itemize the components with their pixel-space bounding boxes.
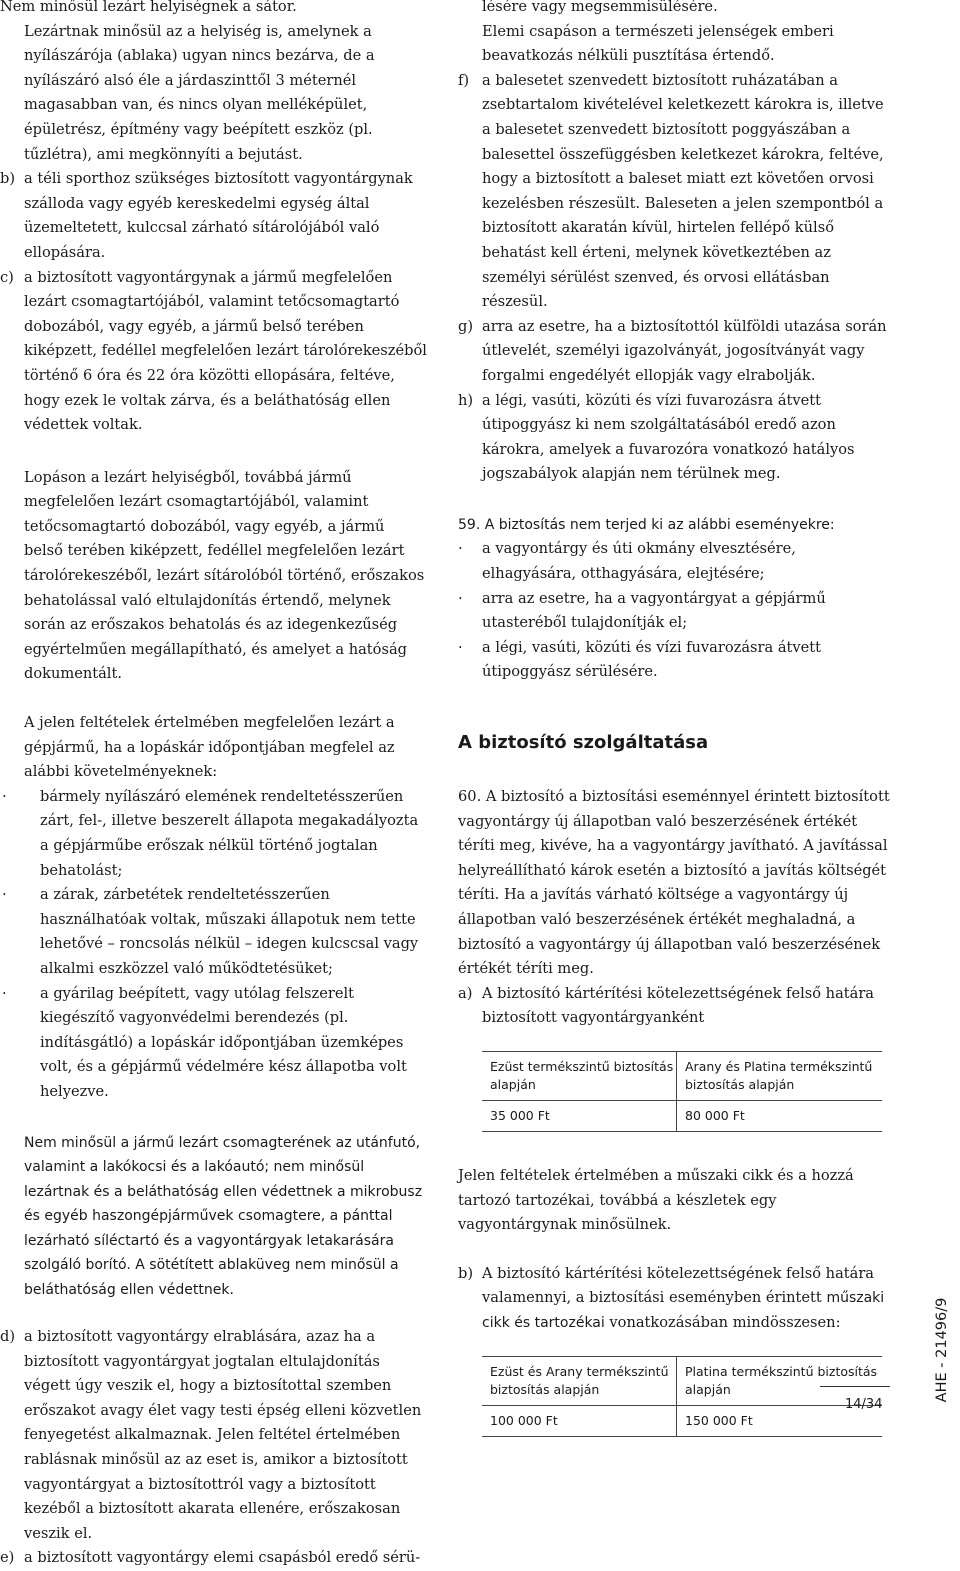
table-header-cell: Ezüst termékszintű biztosítás alapján	[482, 1051, 677, 1100]
list-text: a biztosított vagyontárgy elemi csapásból eredő sérü-	[24, 1549, 421, 1567]
paragraph: A jelen feltételek értelmében megfelelően lezárt a gépjármű, ha a lopáskár időpontjában megfelel az alábbi követelményeknek:	[24, 714, 395, 781]
list-text: a biztosított vagyontárgynak a jármű megfelelően lezárt csomagtartójából, valamint tetőcsomagtartó dobozából, vagy egyéb, a jármű belső terében kiképzett, fedéllel megfelelően lezárt tárolórekeszéből történő 6 óra és 22 óra közötti ellopására, feltéve, hogy ezek le voltak zárva, és a beláthatóság ellen védettek voltak.	[24, 268, 427, 434]
section-title: A biztosítás nem terjed ki az alábbi eseményekre:	[484, 516, 835, 533]
limit-table-2	[482, 1356, 882, 1437]
bullet-dot: ·	[2, 984, 7, 1002]
bullet-item	[458, 537, 890, 586]
paragraph: Jelen feltételek értelmében a műszaki cikk és a hozzá tartozó tartozékai, továbbá a készletek egy vagyontárgynak minősülnek.	[458, 1166, 854, 1234]
list-label: c)	[0, 268, 14, 286]
limit-table-1	[482, 1051, 882, 1132]
table-cell: 150 000 Ft	[677, 1405, 883, 1436]
table-header-cell: Platina termékszintű biztosítás alapján	[677, 1356, 883, 1405]
list-text: A biztosító kártérítési kötelezettségének felső határa biztosított vagyontárgyanként	[482, 984, 875, 1027]
bullet-text: arra az esetre, ha a vagyontárgyat a gépjármű utasteréből tulajdonítják el;	[482, 589, 826, 632]
note-paragraph: Nem minősül a jármű lezárt csomagterének az utánfutó, valamint a lakókocsi és a lakóautó; nem minősül lezártnak és a beláthatóság ellen védettnek a mikrobusz és egyéb haszongépjárművek csomagtere, a pánttal lezárható síléctartó és a vagyontárgyak letakarására szolgáló borító. A sötétített ablaküveg nem minősül a beláthatóság ellen védettnek.	[24, 1134, 423, 1298]
list-item	[458, 982, 890, 1031]
bullet-dot: ·	[2, 787, 7, 805]
page-number-rule	[820, 1386, 890, 1387]
bullet-text: a vagyontárgy és úti okmány elvesztésére, elhagyására, otthagyására, elejtésére;	[482, 540, 796, 583]
list-item	[458, 69, 890, 315]
right-column	[458, 0, 890, 1437]
paragraph: Lezártnak minősül az a helyiség is, amelynek a nyílászárója (ablaka) ugyan nincs bezárva, de a nyílászáró alsó éle a járdaszinttől 3 méternél magasabban van, és nincs olyan melléképület, épületrész, építmény vagy beépített eszköz (pl. tűzlétra), ami megkönnyíti a bejutást.	[24, 22, 375, 163]
table-cell: 35 000 Ft	[482, 1100, 677, 1131]
document-code	[934, 1290, 950, 1410]
list-item	[458, 315, 890, 389]
paragraph: lésére vagy megsemmisülésére.	[482, 0, 718, 15]
list-item	[458, 389, 890, 487]
list-label: b)	[0, 170, 16, 188]
bullet-item	[0, 785, 428, 883]
paragraph: Elemi csapáson a természeti jelenségek emberi beavatkozás nélküli pusztítása értendő.	[482, 22, 834, 65]
table-row	[482, 1100, 882, 1131]
list-label: d)	[0, 1328, 16, 1346]
bullet-dot: ·	[458, 540, 463, 558]
list-label: e)	[0, 1549, 15, 1567]
bullet-dot: ·	[458, 589, 463, 607]
document-code-text: AHE - 21496/9	[934, 1297, 950, 1403]
bullet-item	[458, 587, 890, 636]
list-label: g)	[458, 317, 474, 335]
paragraph: Nem minősül lezárt helyiségnek a sátor.	[0, 0, 297, 15]
list-text: a téli sporthoz szükséges biztosított vagyontárgynak szálloda vagy egyéb kereskedelmi egység által üzemeltetett, kulccsal zárható sítárolójából való ellopására.	[24, 170, 413, 261]
bullet-text: a légi, vasúti, közúti és vízi fuvarozásra átvett útipoggyász sérülésére.	[482, 638, 822, 681]
table-header-cell: Ezüst és Arany termékszintű biztosítás alapján	[482, 1356, 677, 1405]
bullet-item	[0, 982, 428, 1105]
section-59-heading	[458, 513, 890, 538]
list-text: vonatkozásában mindösszesen:	[604, 1313, 841, 1331]
list-text: a biztosított vagyontárgy elrablására, azaz ha a biztosított vagyontárgyat jogtalan eltulajdonítás végett úgy veszik el, hogy a biztosítottal szemben erőszakot avagy élet vagy testi épség elleni közvetlen fenyegetést alkalmaznak. Jelen feltétel értelmében rablásnak minősül az az eset is, amikor a biztosított vagyontárgyat a biztosítottról vagy a biztosított kezéből a biztosított akarata ellenére, erőszakosan veszik el.	[24, 1328, 422, 1542]
table-cell: 80 000 Ft	[677, 1100, 883, 1131]
section-heading: A biztosító szolgáltatása	[458, 732, 709, 754]
bullet-text: a zárak, zárbetétek rendeltetésszerűen használhatóak voltak, műszaki állapotuk nem tette lehetővé – roncsolás nélkül – idegen kulcscsal vagy alkalmi eszközzel való működtetésüket;	[40, 886, 419, 977]
table-row	[482, 1051, 882, 1100]
list-text: arra az esetre, ha a biztosítottól külföldi utazása során útlevelét, személyi igazolványát, jogosítványát vagy forgalmi engedélyét ellopják vagy elrabolják.	[482, 317, 887, 384]
table-cell: 100 000 Ft	[482, 1405, 677, 1436]
bullet-dot: ·	[458, 638, 463, 656]
bullet-text: bármely nyílászáró elemének rendeltetésszerűen zárt, fel-, illetve beszerelt állapota megakadályozta a gépjárműbe erőszak nélkül történő jogtalan behatolást;	[40, 787, 419, 879]
section-number: 59.	[458, 516, 481, 533]
list-label: f)	[458, 71, 470, 89]
bullet-item	[0, 883, 428, 981]
list-label: h)	[458, 391, 474, 409]
list-text: a balesetet szenvedett biztosított ruházatában a zsebtartalom kivételével keletkezett károkra is, illetve a balesetet szenvedett biztosított poggyászában a balesettel összefüggésben keletkezet károkra, feltéve, hogy a biztosított a baleset miatt ezt követően orvosi kezelésben részesült. Baleseten a jelen szempontból a biztosított akaratán kívül, hirtelen fellépő külső behatást kell érteni, melynek következtében az személyi sérülést szenved, és orvosi ellátásban részesül.	[482, 71, 884, 311]
table-header-cell: Arany és Platina termékszintű biztosítás alapján	[677, 1051, 883, 1100]
list-item	[0, 1325, 428, 1546]
list-item	[458, 1262, 890, 1336]
paragraph: Lopáson a lezárt helyiségből, továbbá jármű megfelelően lezárt csomagtartójából, valamint tetőcsomagtartó dobozából, vagy egyéb, a jármű belső terében kiképzett, fedéllel megfelelően lezárt tárolórekeszéből, lezárt sítárolóból történő, erőszakos behatolással való eltulajdonítás értendő, melynek során az erőszakos behatolás és az idegenkezűség egyértelműen megállapítható, és amelyet a hatóság dokumentált.	[24, 468, 425, 683]
list-item	[0, 1546, 428, 1571]
list-label: b)	[458, 1264, 474, 1282]
bullet-item	[458, 636, 890, 685]
bullet-text: a gyárilag beépített, vagy utólag felszerelt kiegészítő vagyonvédelmi berendezés (pl. indításgátló) a lopáskár időpontjában üzemképes volt, és a gépjármű védelmére kész állapotba volt helyezve.	[40, 984, 407, 1100]
list-item	[0, 167, 428, 265]
paragraph: 60. A biztosító a biztosítási eseménnyel érintett biztosított vagyontárgy új állapotban való beszerzésének értékét téríti meg, kivéve, ha a vagyontárgy javítható. A javítással helyreállítható károk esetén a biztosító a javítás költségét téríti. Ha a javítás várható költsége a vagyontárgy új állapotban való beszerzésének értékét meghaladná, a biztosító a vagyontárgy új állapotban való beszerzésének értékét téríti meg.	[458, 788, 890, 978]
bullet-dot: ·	[2, 886, 7, 904]
list-text: a légi, vasúti, közúti és vízi fuvarozásra átvett útipoggyász ki nem szolgáltatásából eredő azon károkra, amelyek a fuvarozóra vonatkozó hatályos jogszabályok alapján nem térülnek meg.	[482, 391, 855, 483]
list-item	[0, 266, 428, 438]
list-text-bold: műszaki cikk és tartozékai	[482, 1290, 885, 1331]
page-number: 14/34	[845, 1397, 883, 1412]
list-label: a)	[458, 984, 473, 1002]
left-column	[0, 0, 428, 1571]
table-row	[482, 1405, 882, 1436]
list-text: A biztosító kártérítési kötelezettségének felső határa valamennyi, a biztosítási eseményben érintett	[482, 1264, 875, 1307]
table-row	[482, 1356, 882, 1405]
